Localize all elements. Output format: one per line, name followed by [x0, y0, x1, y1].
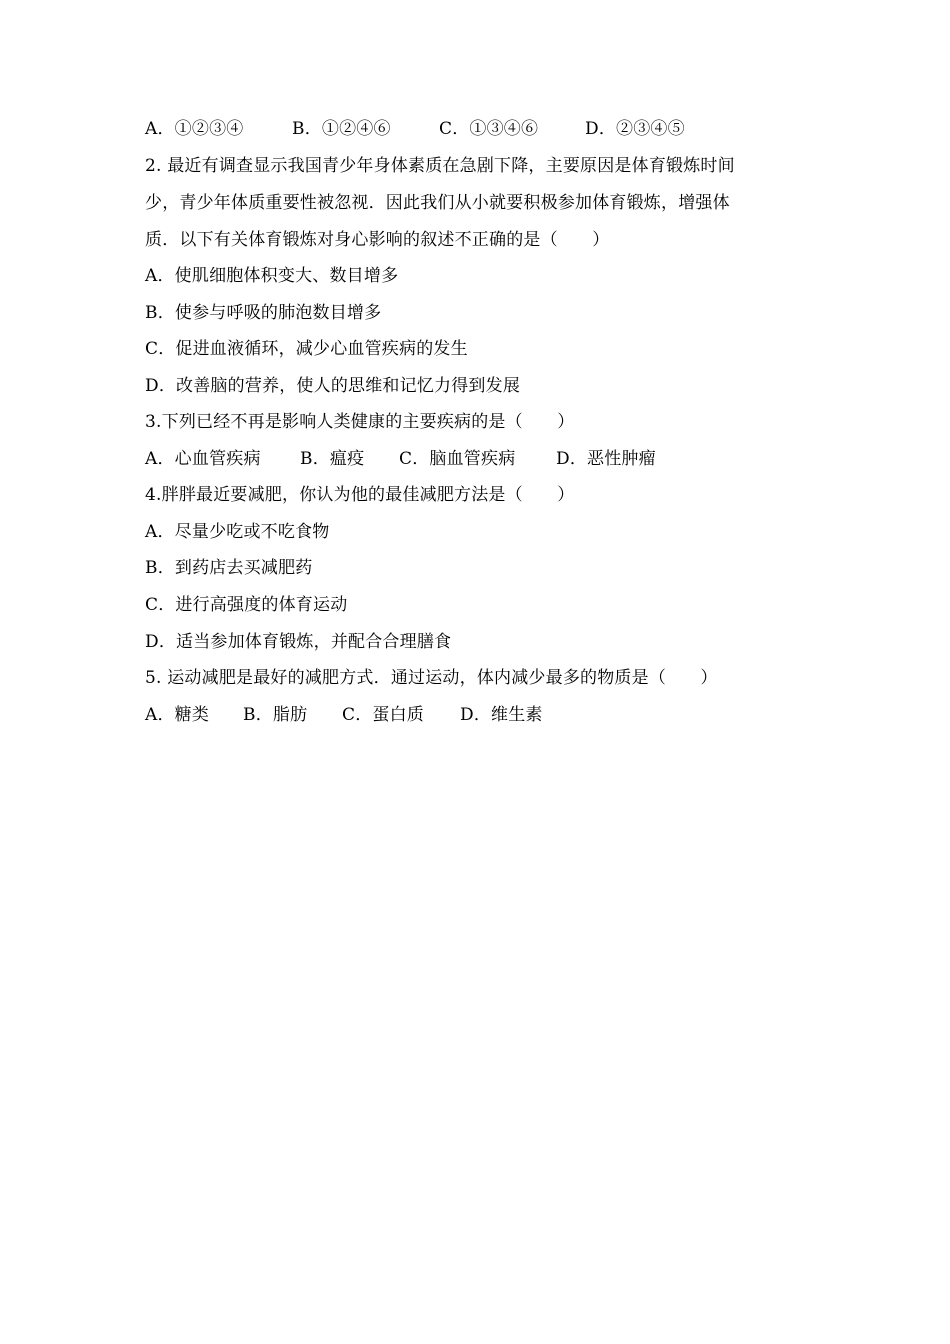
q1-option-a: A．①②③④ [145, 119, 244, 139]
q3-stem: 3.下列已经不再是影响人类健康的主要疾病的是（ ） [145, 412, 575, 432]
q5-option-a: A．糖类 [145, 705, 210, 725]
q5-option-c: C．蛋白质 [342, 705, 425, 725]
q1-option-d: D．②③④⑤ [585, 119, 685, 139]
q4-stem: 4.胖胖最近要减肥，你认为他的最佳减肥方法是（ ） [145, 485, 575, 505]
q2-stem-line-3: 质．以下有关体育锻炼对身心影响的叙述不正确的是（ ） [145, 230, 610, 250]
q4-option-d: D．适当参加体育锻炼，并配合合理膳食 [145, 632, 452, 652]
q3-option-c: C．脑血管疾病 [399, 449, 516, 469]
q2-stem-line-1: 2. 最近有调查显示我国青少年身体素质在急剧下降，主要原因是体育锻炼时间 [145, 156, 735, 176]
q2-option-a: A．使肌细胞体积变大、数目增多 [145, 266, 399, 286]
q3-option-b: B．瘟疫 [300, 449, 365, 469]
q3-option-d: D．恶性肿瘤 [556, 449, 656, 469]
q2-option-b: B．使参与呼吸的肺泡数目增多 [145, 303, 382, 323]
q3-option-a: A．心血管疾病 [145, 449, 261, 469]
q4-option-a: A．尽量少吃或不吃食物 [145, 522, 330, 542]
q4-option-c: C．进行高强度的体育运动 [145, 595, 348, 615]
q4-option-b: B．到药店去买减肥药 [145, 558, 313, 578]
q5-option-b: B．脂肪 [243, 705, 308, 725]
q1-option-c: C．①③④⑥ [439, 119, 539, 139]
q5-stem: 5. 运动减肥是最好的减肥方式．通过运动，体内减少最多的物质是（ ） [145, 668, 718, 688]
q2-stem-line-2: 少，青少年体质重要性被忽视．因此我们从小就要积极参加体育锻炼，增强体 [145, 193, 730, 213]
q2-option-c: C．促进血液循环，减少心血管疾病的发生 [145, 339, 468, 359]
q2-option-d: D．改善脑的营养，使人的思维和记忆力得到发展 [145, 376, 521, 396]
q5-option-d: D．维生素 [460, 705, 543, 725]
q1-option-b: B．①②④⑥ [292, 119, 391, 139]
